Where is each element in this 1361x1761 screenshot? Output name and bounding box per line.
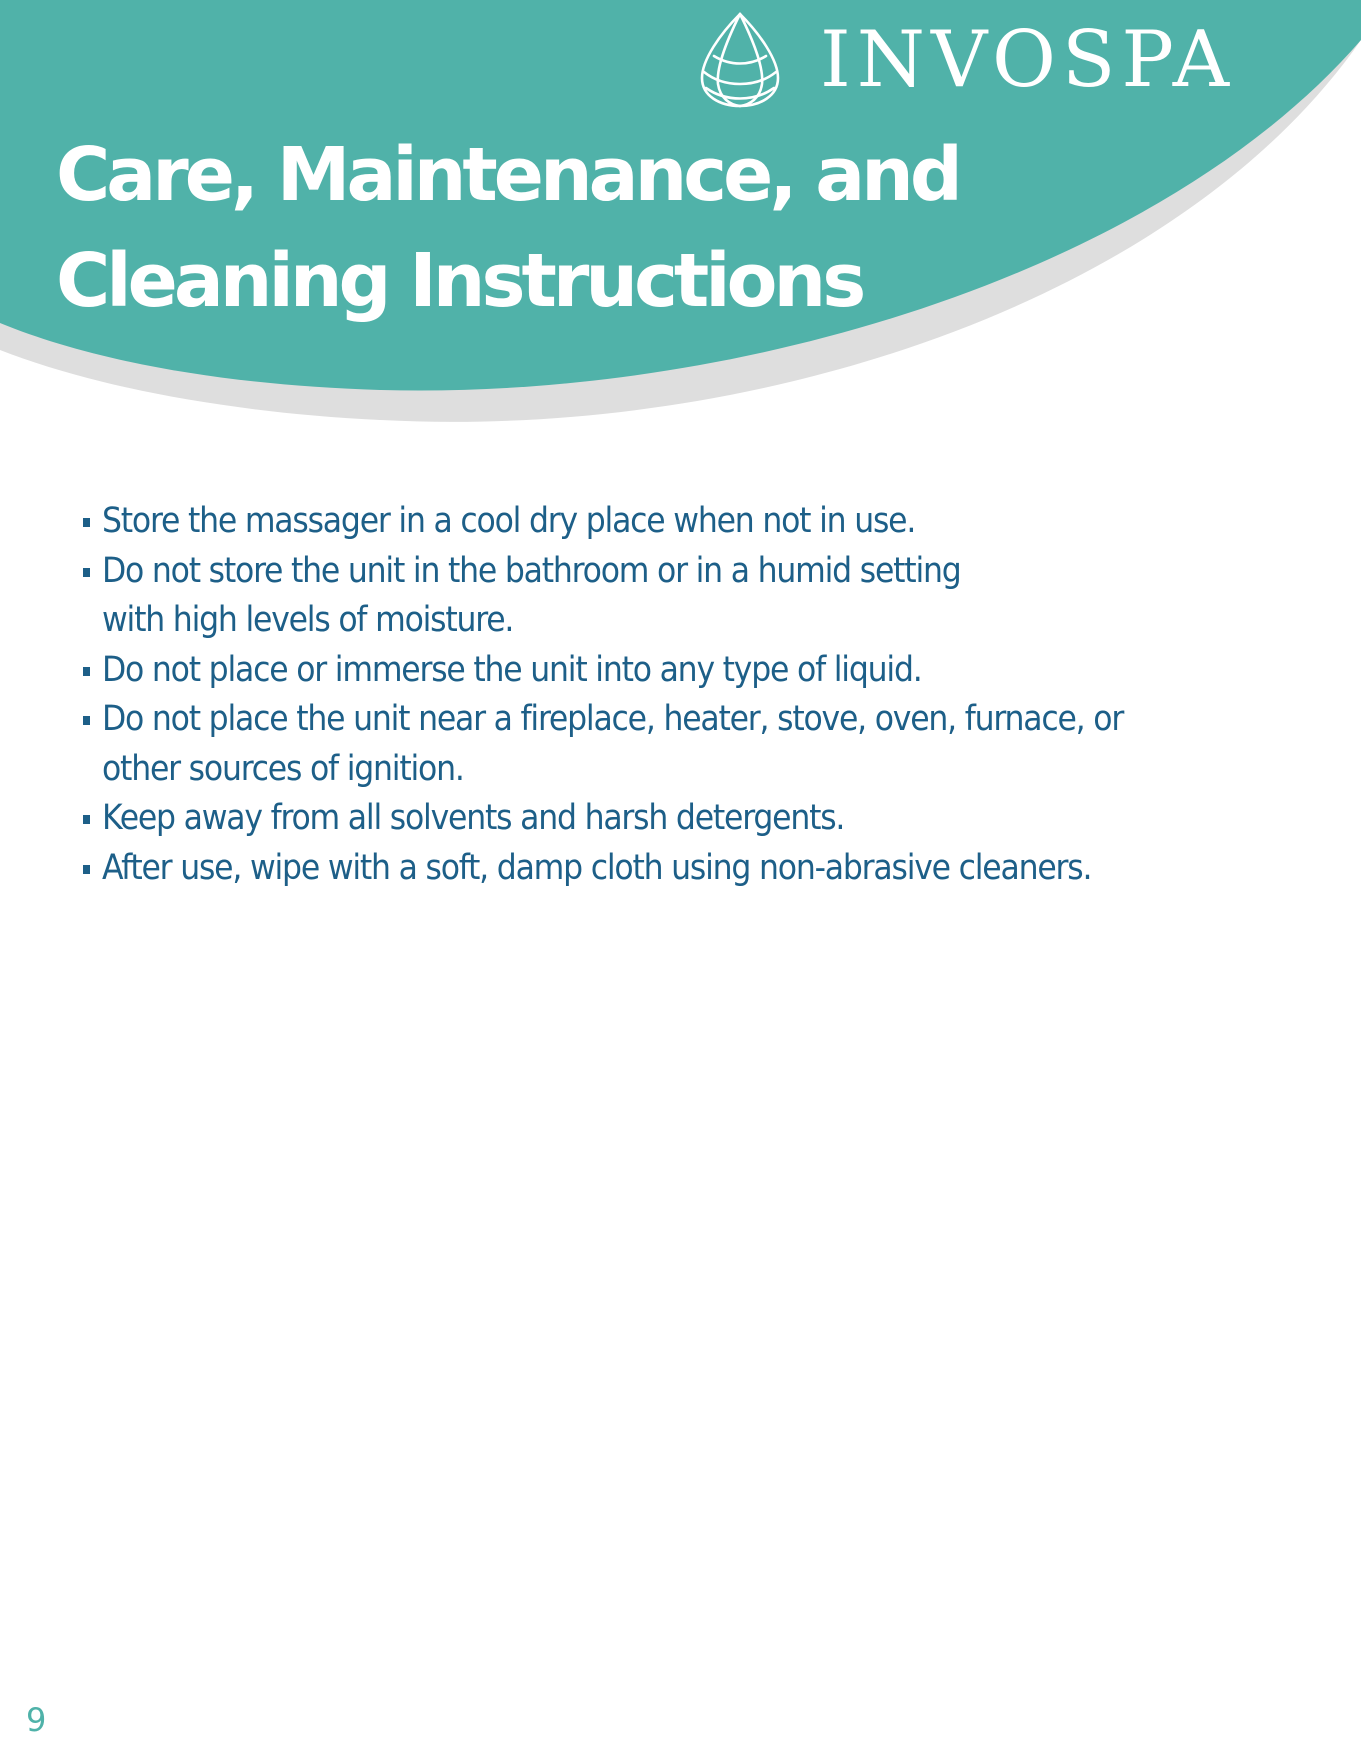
brand-header: [694, 10, 1235, 110]
list-item: [80, 547, 1320, 646]
list-item: [80, 497, 1320, 547]
page-title-line: Cleaning Instructions: [56, 238, 863, 324]
list-item: [80, 794, 1320, 844]
droplet-lattice-logo: [694, 10, 786, 110]
list-item-text: Do not place or immerse the unit into any type of liquid.: [102, 649, 922, 690]
page-title-line: Care, Maintenance, and: [56, 132, 959, 218]
list-item: [80, 646, 1320, 696]
page-title: [56, 122, 959, 334]
list-item-text: Store the massager in a cool dry place when not in use.: [102, 501, 916, 541]
list-item-text: After use, wipe with a soft, damp cloth using non-abrasive cleaners.: [102, 847, 1092, 888]
list-item: [80, 695, 1320, 794]
brand-name: INVOSPA: [820, 15, 1236, 105]
page-number: 9: [26, 1701, 47, 1739]
list-item-text-continued: with high levels of moisture.: [102, 600, 514, 640]
list-item: [80, 844, 1320, 894]
list-item-text: Keep away from all solvents and harsh detergents.: [102, 798, 845, 838]
list-item-text: Do not place the unit near a fireplace, heater, stove, oven, furnace, or: [102, 699, 1124, 739]
list-item-text: Do not store the unit in the bathroom or in a humid setting: [102, 550, 961, 591]
list-item-text-continued: other sources of ignition.: [102, 748, 464, 789]
care-instructions-list: [80, 497, 1320, 893]
